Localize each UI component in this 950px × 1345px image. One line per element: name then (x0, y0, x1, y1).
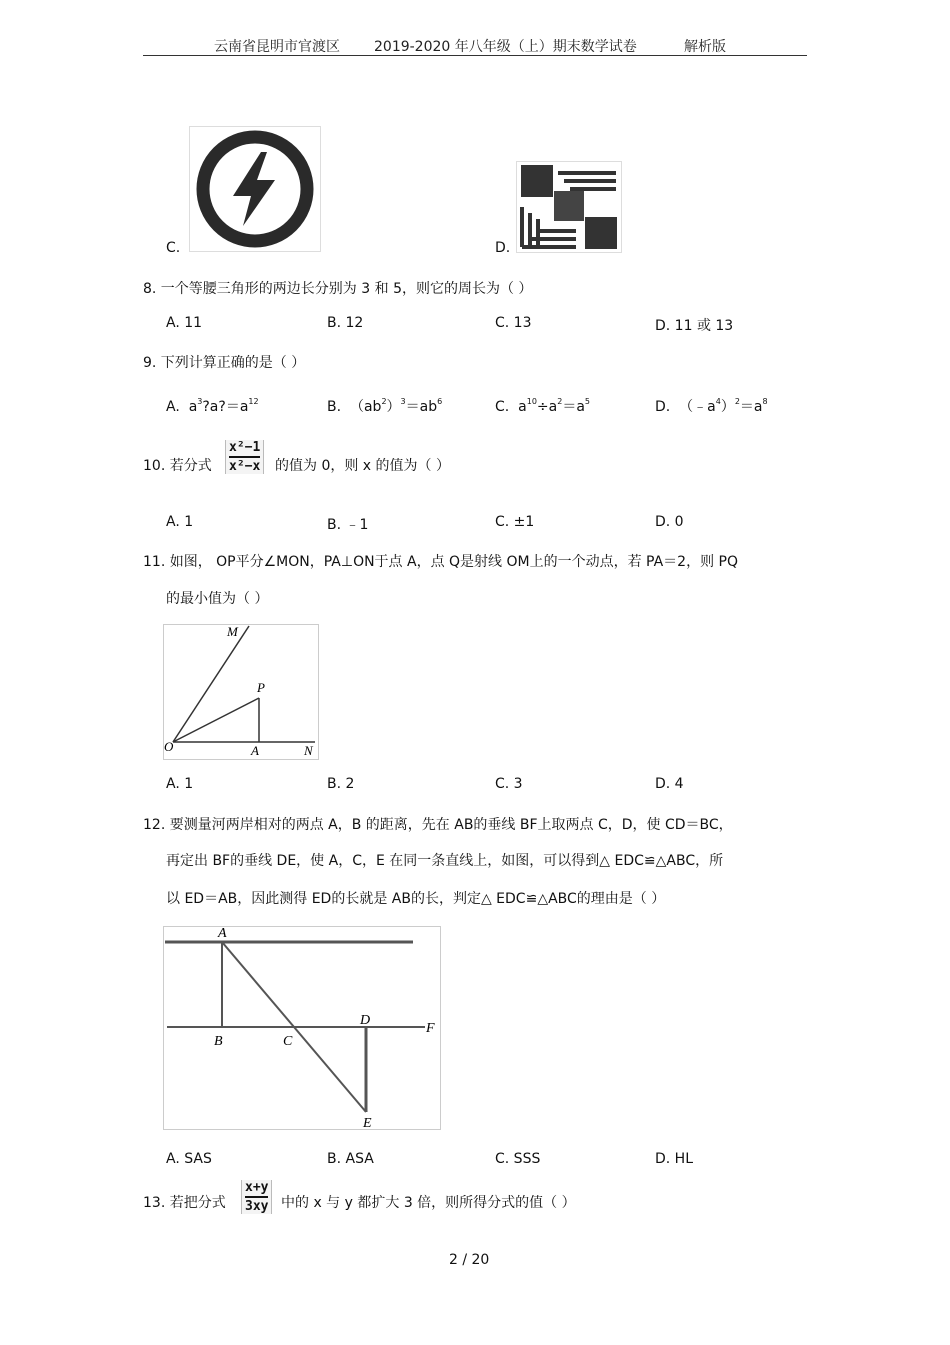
fraction-bar (245, 1196, 268, 1198)
q9-stem: 9. 下列计算正确的是（ ） (143, 355, 306, 371)
q10-option-c: C. ±1 (495, 514, 535, 530)
label-a: A (218, 926, 227, 941)
label-e: E (363, 1116, 372, 1130)
label-n: N (304, 743, 313, 758)
q11-line-2: 的最小值为（ ） (166, 591, 269, 607)
fraction-bar (229, 456, 260, 458)
label-p: P (257, 680, 265, 695)
q11-option-a: A. 1 (166, 776, 194, 792)
q9-option-c: C. $a^{10}\div a^2=a^5$ (495, 397, 591, 415)
q13-fraction-denominator: 3xy (245, 1199, 269, 1214)
q7-option-d-label: D. (495, 240, 511, 256)
label-a: A (251, 743, 259, 758)
label-f: F (426, 1021, 435, 1036)
q12-option-a: A. SAS (166, 1151, 212, 1167)
q12-river-figure (163, 926, 441, 1130)
q8-option-b: B. 12 (327, 315, 364, 331)
q10-fraction-numerator: x²−1 (229, 440, 261, 455)
q9-option-a: A. $a^3?a?=a^{12}$ (166, 397, 259, 415)
q11-angle-figure (163, 624, 319, 760)
q13-number: 13. 若把分式 (143, 1195, 226, 1211)
q8-option-d: D. 11 或 13 (655, 318, 734, 334)
q12-line-3: 以 ED＝AB，因此测得 ED的长就是 AB的长，判定△ EDC≌△ABC的理由是（ ） (166, 891, 666, 907)
q10-fraction-denominator: x²−x (229, 459, 261, 474)
q12-option-b: B. ASA (327, 1151, 374, 1167)
q13-rest: 中的 x 与 y 都扩大 3 倍，则所得分式的值（ ） (281, 1195, 576, 1211)
label-m: M (227, 624, 238, 639)
q8-option-c: C. 13 (495, 315, 532, 331)
q9-option-d: D. $(﹣a^4)^2=a^8$ (655, 397, 768, 415)
q10-option-b: B. ﹣1 (327, 517, 369, 533)
q13-fraction (241, 1180, 272, 1214)
q8-stem: 8. 一个等腰三角形的两边长分别为 3 和 5，则它的周长为（ ） (143, 281, 533, 297)
q12-option-c: C. SSS (495, 1151, 541, 1167)
q12-line-1: 12. 要测量河两岸相对的两点 A，B 的距离，先在 AB的垂线 BF上取两点 C，D，使 CD＝BC， (143, 817, 733, 833)
q12-option-d: D. HL (655, 1151, 694, 1167)
q11-option-d: D. 4 (655, 776, 684, 792)
lightning-circle-icon (189, 126, 321, 252)
header-title: 2019-2020 年八年级（上）期末数学试卷 (374, 39, 637, 55)
q9-option-b: B. $(ab^2)^3=ab^6$ (327, 397, 443, 415)
q10-fraction (225, 440, 264, 474)
header-region: 云南省昆明市官渡区 (214, 39, 340, 55)
square-pattern-icon (516, 161, 622, 253)
q12-line-2: 再定出 BF的垂线 DE，使 A，C，E 在同一条直线上，如图，可以得到△ EDC≌△ABC，所 (166, 853, 724, 869)
q11-line-1: 11. 如图， OP平分∠MON，PA⊥ON于点 A，点 Q是射线 OM上的一个动点，若 PA＝2，则 PQ (143, 554, 738, 570)
header-edition: 解析版 (684, 39, 726, 55)
label-o: O (164, 739, 174, 754)
label-b: B (214, 1034, 223, 1049)
q13-fraction-numerator: x+y (245, 1180, 269, 1195)
page-number: 2 / 20 (449, 1252, 490, 1268)
q8-option-a: A. 11 (166, 315, 203, 331)
label-d: D (360, 1013, 371, 1028)
q10-number: 10. 若分式 (143, 458, 212, 474)
q7-option-c-label: C. (166, 240, 181, 256)
q10-option-d: D. 0 (655, 514, 684, 530)
q10-rest: 的值为 0，则 x 的值为（ ） (275, 458, 450, 474)
q11-option-b: B. 2 (327, 776, 355, 792)
q11-option-c: C. 3 (495, 776, 523, 792)
label-c: C (283, 1034, 293, 1049)
header-rule (143, 55, 807, 56)
q10-option-a: A. 1 (166, 514, 194, 530)
